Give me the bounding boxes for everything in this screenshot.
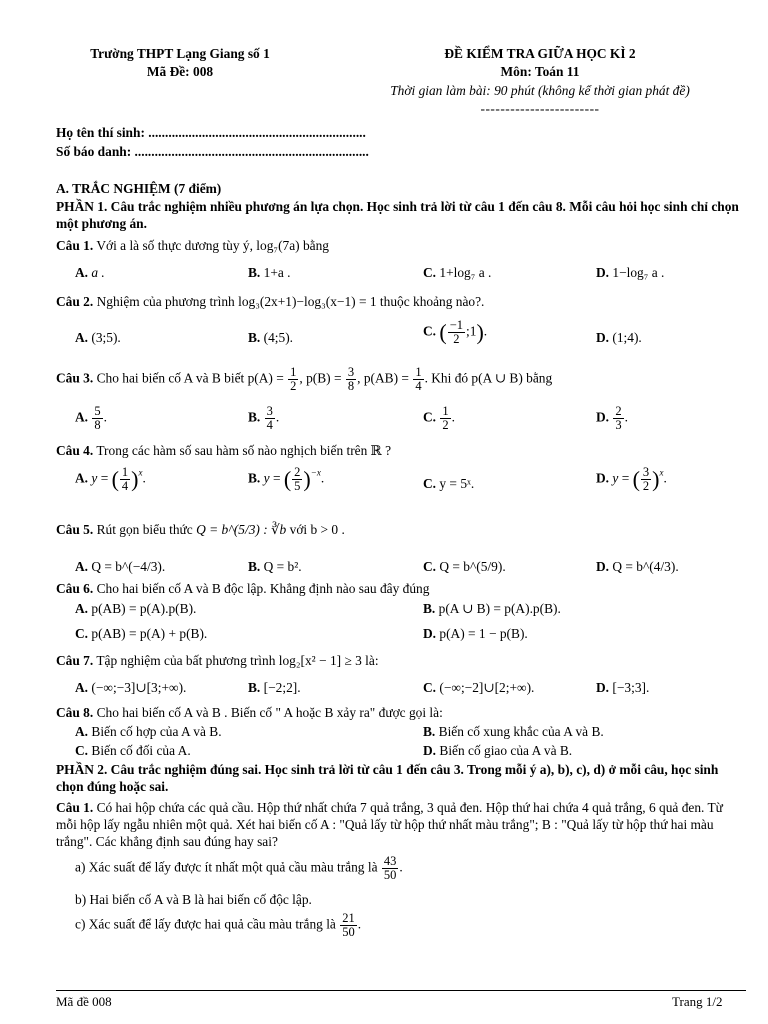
q1-option-b (248, 265, 291, 281)
numerator: 3 (642, 465, 650, 479)
numerator: 3 (266, 404, 273, 418)
q5-text: Rút gọn biểu thức (96, 522, 193, 537)
q7-option-c (423, 680, 534, 696)
option-letter: D. (423, 626, 437, 641)
item-label: a) (75, 859, 86, 875)
numerator: −1 (449, 318, 464, 332)
option-letter: C. (423, 323, 437, 339)
numerator: 43 (383, 854, 397, 868)
part1-title: PHẦN 1. Câu trắc nghiệm nhiều phương án lựa chọn. Học sinh trả lời từ câu 1 đến câu 8. Mỗi câu hỏi học sinh chỉ chọn một phương án. (56, 199, 739, 232)
denominator: 8 (347, 379, 355, 394)
school-name: Trường THPT Lạng Giang số 1 (90, 46, 270, 61)
option-letter: A. (75, 330, 89, 345)
option-letter: D. (596, 265, 610, 280)
q8-option-a (75, 724, 222, 740)
option-letter: D. (596, 470, 610, 486)
q3-option-d: D. $\frac{2}{3}$ . (596, 404, 628, 433)
q3-option-a: A. $\frac{5}{8}$ . (75, 404, 107, 433)
option-letter: C. (75, 626, 89, 641)
q6-stem (56, 581, 429, 597)
option-letter: B. (248, 559, 261, 574)
q4-text: Trong các hàm số sau hàm số nào nghịch biến trên ℝ ? (96, 443, 392, 458)
footer-page-number: Trang 1/2 (672, 994, 723, 1009)
option-letter: C. (423, 476, 437, 491)
option-letter: A. (75, 724, 89, 739)
option-value: (−∞;−2]∪[2;+∞). (439, 680, 535, 695)
q4-option-c (423, 476, 474, 492)
q1-option-a (75, 265, 105, 281)
fraction (641, 466, 651, 493)
q7-label: Câu 7. (56, 653, 94, 668)
q1-label: Câu 1. (56, 238, 94, 253)
option-value: p(A) = 1 − p(B). (439, 626, 528, 641)
footer-rule (56, 990, 746, 991)
option-letter: A. (75, 559, 89, 574)
option-value: Biến cố hợp của A và B. (91, 724, 222, 739)
part2-title: PHẦN 2. Câu trắc nghiệm đúng sai. Học sinh trả lời từ câu 1 đến câu 3. Trong mỗi ý a), b), c), d) ở mỗi câu, học sinh chọn đúng hoặc sai. (56, 762, 719, 795)
fraction (292, 466, 302, 493)
q7-option-d (596, 680, 649, 696)
q6-option-d (423, 626, 528, 642)
denominator: 2 (453, 332, 460, 347)
exam-code: Mã Đề: 008 (146, 64, 214, 79)
student-name-line: Họ tên thí sinh: ................................................................. (56, 125, 366, 140)
item-label: c) (75, 916, 86, 932)
option-letter: B. (248, 330, 261, 345)
q1-stem (56, 238, 329, 254)
numerator: 5 (94, 404, 101, 418)
option-letter: D. (596, 680, 610, 695)
q3-option-b: B. $\frac{3}{4}$ . (248, 404, 280, 433)
item-text: Hai biến cố A và B là hai biến cố độc lập. (89, 892, 312, 907)
q2-label: Câu 2. (56, 294, 94, 309)
q7-text: Tập nghiệm của bất phương trình log₂[x² − 1] ≥ 3 là: (96, 653, 379, 668)
option-value: [−2;2]. (263, 680, 301, 695)
option-value: (3;5). (91, 330, 121, 345)
fraction (382, 855, 399, 882)
option-letter: C. (75, 743, 89, 758)
option-value: 1−log₇ a . (612, 265, 665, 280)
q2-stem (56, 294, 484, 310)
option-value: ;1 (466, 323, 477, 339)
option-value: Biến cố đối của A. (91, 743, 191, 758)
option-value: Q = b². (263, 559, 302, 574)
section-a-title: A. TRẮC NGHIỆM (7 điểm) (56, 181, 222, 196)
prob-ab: , p(AB) = (357, 370, 409, 386)
q3-stem (56, 366, 552, 393)
option-letter: A. (75, 470, 89, 486)
option-value: Q = b^(5/9). (439, 559, 506, 574)
fraction (340, 912, 357, 939)
option-letter: D. (596, 409, 610, 425)
q3-label: Câu 3. (56, 370, 94, 386)
q2-option-b (248, 330, 293, 346)
q5-text-end: với b > 0 . (289, 522, 345, 537)
fraction (120, 466, 130, 493)
paren-open: ( (439, 319, 447, 345)
fraction (346, 366, 356, 393)
header-dashes: ------------------------ (480, 101, 600, 116)
prob-b: , p(B) = (299, 370, 342, 386)
option-letter: D. (596, 559, 610, 574)
q1-option-c (423, 265, 491, 281)
numerator: 2 (615, 404, 622, 418)
fraction (288, 366, 298, 393)
q4-option-b: B. y = ( $\frac{2}{5}$ )$^{-x}$. (248, 465, 325, 494)
denominator: 4 (266, 418, 273, 433)
q5-expression: Q = b^(5/3) : ∛b (196, 522, 287, 537)
q7-option-a (75, 680, 186, 696)
q5-option-a (75, 559, 165, 575)
option-letter: B. (248, 409, 261, 425)
q1-text: Với a là số thực dương tùy ý, log₇(7a) bằng (96, 238, 330, 253)
q2-option-d (596, 330, 642, 346)
q6-option-a (75, 601, 196, 617)
option-letter: C. (423, 265, 437, 280)
paren-close: ) (476, 319, 484, 345)
option-letter: D. (596, 330, 610, 345)
p2q1-label: Câu 1. (56, 800, 94, 815)
q2-option-c: C. ( $\frac{-1}{2}$ ;1). (423, 318, 488, 347)
option-letter: C. (423, 680, 437, 695)
q5-option-d (596, 559, 679, 575)
numerator: 1 (290, 365, 297, 379)
option-value: a . (91, 265, 105, 280)
q8-stem (56, 705, 443, 721)
prob-a: p(A) = (247, 370, 284, 386)
fraction (440, 405, 450, 432)
option-letter: B. (248, 470, 261, 486)
denominator: 50 (342, 925, 355, 940)
q2-option-a (75, 330, 121, 346)
option-letter: B. (248, 265, 261, 280)
fraction (265, 405, 275, 432)
q5-stem (56, 522, 345, 538)
q6-option-c (75, 626, 207, 642)
q3-text-end: . Khi đó p(A ∪ B) bằng (424, 370, 553, 386)
p2q1-stem (56, 799, 746, 850)
q4-option-a: A. y = ( $\frac{1}{4}$ )$^x$. (75, 465, 146, 494)
footer-exam-code: Mã đề 008 (56, 994, 112, 1009)
option-value: Q = b^(4/3). (612, 559, 679, 574)
fraction (448, 319, 465, 346)
fraction (92, 405, 102, 432)
option-value: (1;4). (612, 330, 642, 345)
q2-text: Nghiệm của phương trình log₃(2x+1)−log₃(x−1) = 1 thuộc khoảng nào?. (96, 294, 485, 309)
option-value: p(A ∪ B) = p(A).p(B). (438, 601, 561, 616)
q6-option-b (423, 601, 561, 617)
denominator: 2 (290, 379, 297, 394)
option-letter: C. (423, 559, 437, 574)
option-letter: A. (75, 680, 89, 695)
q5-option-c (423, 559, 506, 575)
q4-option-d: D. y = ( $\frac{3}{2}$ )$^x$. (596, 465, 667, 494)
item-label: b) (75, 892, 87, 907)
q8-option-d (423, 743, 572, 759)
option-value: Biến cố xung khắc của A và B. (438, 724, 604, 739)
exam-time: Thời gian làm bài: 90 phút (không kể thời gian phát đề) (390, 83, 690, 98)
item-text: Xác suất để lấy được ít nhất một quả cầu màu trắng là (88, 859, 378, 875)
q5-option-b (248, 559, 302, 575)
numerator: 21 (342, 911, 355, 925)
option-value: 1+a . (263, 265, 291, 280)
option-letter: B. (423, 724, 436, 739)
option-value: [−3;3]. (612, 680, 650, 695)
p2q1-item-b (75, 892, 312, 908)
q7-stem (56, 653, 379, 669)
subject: Môn: Toán 11 (500, 64, 580, 79)
option-value: Q = b^(−4/3). (91, 559, 166, 574)
q4-label: Câu 4. (56, 443, 94, 458)
denominator: 4 (415, 379, 422, 394)
q1-option-d (596, 265, 664, 281)
option-value: Biến cố giao của A và B. (439, 743, 573, 758)
option-value: (4;5). (263, 330, 294, 345)
denominator: 50 (383, 868, 397, 883)
q7-option-b (248, 680, 301, 696)
fraction (413, 366, 423, 393)
q6-text: Cho hai biến cố A và B độc lập. Khẳng định nào sau đây đúng (96, 581, 430, 596)
option-value: 1+log₇ a . (439, 265, 492, 280)
q6-label: Câu 6. (56, 581, 94, 596)
option-letter: A. (75, 409, 89, 425)
option-letter: A. (75, 265, 89, 280)
denominator: 5 (294, 479, 301, 494)
q5-label: Câu 5. (56, 522, 94, 537)
numerator: 1 (121, 465, 129, 479)
option-value: (−∞;−3]∪[3;+∞). (91, 680, 187, 695)
q8-label: Câu 8. (56, 705, 94, 720)
q4-stem (56, 443, 391, 459)
option-value: y = 5ˣ. (439, 476, 475, 491)
p2q1-item-a: a) Xác suất để lấy được ít nhất một quả cầu màu trắng là $\frac{43}{50}$ . (75, 854, 403, 883)
denominator: 3 (615, 418, 622, 433)
option-letter: A. (75, 601, 89, 616)
item-text: Xác suất để lấy được hai quả cầu màu trắng là (88, 916, 336, 932)
denominator: 8 (94, 418, 101, 433)
p2q1-item-c: c) Xác suất để lấy được hai quả cầu màu trắng là $\frac{21}{50}$ . (75, 911, 362, 940)
option-letter: C. (423, 409, 437, 425)
q3-option-c: C. $\frac{1}{2}$ . (423, 404, 455, 433)
q3-text: Cho hai biến cố A và B biết (96, 370, 245, 386)
student-id-line: Số báo danh: ...................................................................... (56, 144, 369, 159)
denominator: 2 (442, 418, 449, 433)
denominator: 4 (121, 479, 129, 494)
exam-title: ĐỀ KIỂM TRA GIỮA HỌC KÌ 2 (444, 46, 636, 61)
numerator: 3 (347, 365, 355, 379)
option-value: p(AB) = p(A).p(B). (91, 601, 197, 616)
numerator: 1 (415, 365, 422, 379)
denominator: 2 (642, 479, 650, 494)
option-letter: D. (423, 743, 437, 758)
p2q1-text: Có hai hộp chứa các quả cầu. Hộp thứ nhất chứa 7 quả trắng, 3 quả đen. Hộp thứ hai chứa 4 quả trắng, 6 quả đen. Từ mỗi hộp lấy ngẫu nhiên một quả. Xét hai biến cố A : "Quả lấy từ hộp thứ nhất màu trắng"; B : "Quả lấy từ hộp thứ hai màu trắng". Các khẳng định sau đúng hay sai? (56, 800, 723, 850)
fraction (613, 405, 623, 432)
q8-option-c (75, 743, 191, 759)
numerator: 2 (294, 465, 301, 479)
option-letter: B. (423, 601, 436, 616)
q8-text: Cho hai biến cố A và B . Biến cố " A hoặc B xảy ra" được gọi là: (96, 705, 443, 720)
q8-option-b (423, 724, 604, 740)
numerator: 1 (442, 404, 449, 418)
option-letter: B. (248, 680, 261, 695)
option-value: p(AB) = p(A) + p(B). (91, 626, 208, 641)
